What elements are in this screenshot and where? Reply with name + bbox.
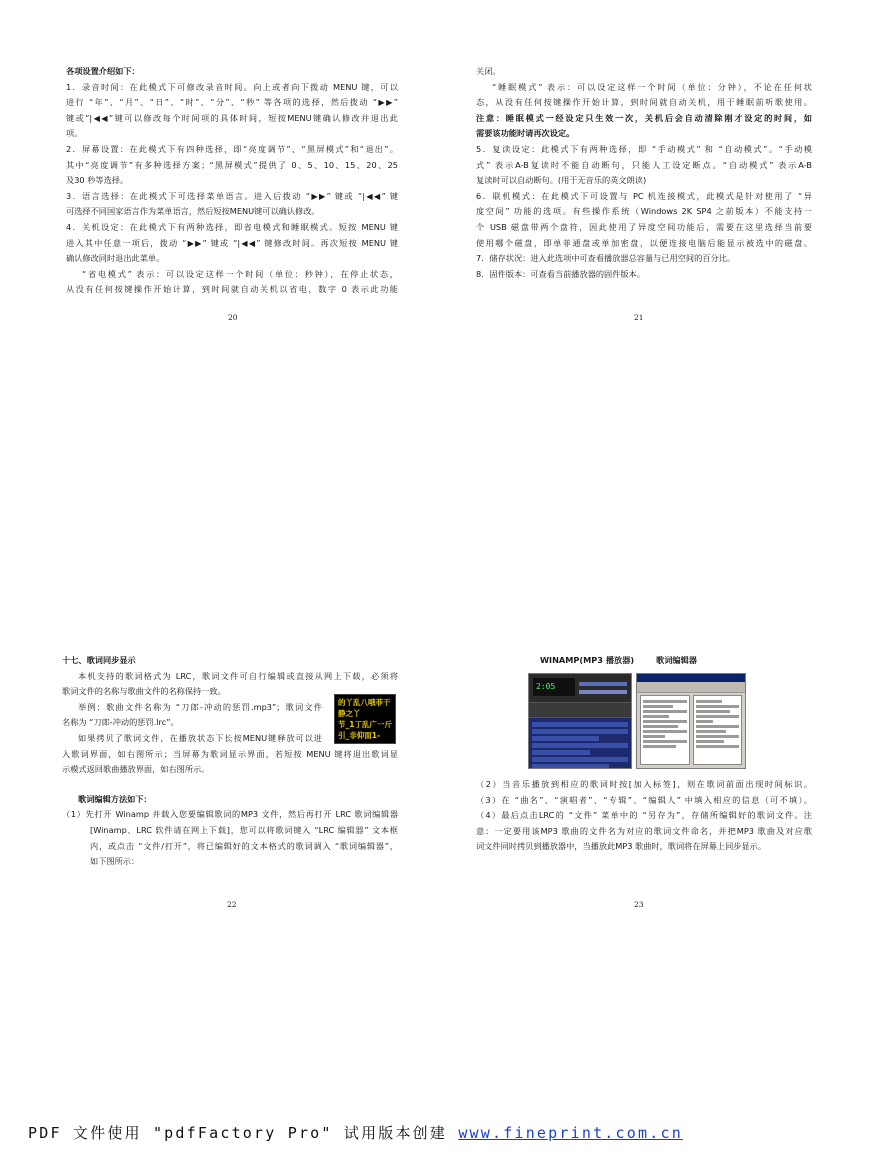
text-line: 意：一定要用该MP3 歌曲的文件名为对应的歌词文件命名，并把MP3 歌曲及对应歌 (476, 825, 812, 836)
winamp-label: WINAMP(MP3 播放器) (540, 655, 635, 665)
note-line: 注意：睡眠模式一经设定只生效一次，关机后会自动清除刚才设定的时间，如 (476, 112, 812, 123)
text-line: 歌词文件的名称与歌曲文件的名称保持一致。 (62, 686, 226, 697)
page-23 (476, 653, 812, 909)
editor-label: 歌词编辑器 (656, 655, 697, 665)
page-22 (62, 653, 398, 909)
text-line: 举例：歌曲文件名称为 “刀郎-冲动的惩罚.mp3”；歌词文件 (78, 701, 322, 712)
page-number: 20 (228, 313, 238, 322)
page-number: 21 (634, 313, 644, 322)
note-line: 需要该功能时请再次设定。 (476, 128, 575, 139)
lyric-screen-line: 静之丫 (338, 709, 361, 718)
lyric-screen-line: 的丫乱八哦菲干 (338, 698, 391, 707)
lyric-screen-line: 节_1丁乱广一斤 (338, 720, 392, 729)
fineprint-link[interactable]: www.fineprint.com.cn (458, 1124, 683, 1142)
lyric-screen-image (334, 694, 396, 744)
lyric-editor-screenshot (636, 673, 746, 769)
page-number: 22 (227, 900, 237, 909)
screenshots-figure (476, 653, 812, 777)
lyric-screen-line: 引_非仰面1- (338, 731, 381, 740)
text-line: 态，从没有任何按键操作开始计算，到时间就自动关机，用于睡眠前听歌使用。 (476, 97, 812, 108)
text-line: 式” 表示A-B复读时不能自动断句，只能人工设定断点。“自动模式” 表示A-B (476, 159, 812, 170)
text-line: “睡眠模式” 表示：可以设定这样一个时间（单位：分钟），不论在任何状 (492, 81, 812, 92)
text-line: （2）当音乐播放到相应的歌词时按[加入标签]，则在歌词前面出现时间标识。 (476, 779, 812, 789)
text-line: 进入其中任意一项后，拨动 “▶▶” 键或 “|◀◀” 键修改时间。再次短按 MENU 键 (66, 237, 398, 248)
text-line: 内，或点击 “文件/打开”，将已编辑好的文本格式的歌词调入 “歌词编辑器”， (90, 840, 398, 851)
text-line: 2．屏幕设置：在此模式下有四种选择，即“亮度调节”、“黑屏模式”和“退出”。 (66, 143, 398, 154)
text-line: 本机支持的歌词格式为 LRC，歌词文件可自行编辑或直接从网上下载，必须将 (78, 670, 398, 681)
text-line: 8．固件版本：可查看当前播放器的固件版本。 (476, 268, 645, 279)
text-line: 示模式返回歌曲播放界面，如右图所示。 (62, 764, 210, 775)
text-line: 复读时可以自动断句。(用于无音乐的英文朗读) (476, 175, 647, 186)
text-line: 词文件同时拷贝到播放器中，当播放此MP3 歌曲时，歌词将在屏幕上同步显示。 (476, 841, 767, 852)
page-number: 23 (634, 900, 644, 909)
text-line: 入歌词界面，如右图所示；当屏幕为歌词显示界面，若短按 MENU 键将退出歌词显 (62, 748, 398, 759)
text-line: “省电模式” 表示：可以设定这样一个时间（单位：秒钟），在停止状态， (82, 268, 398, 279)
text-line: 如下图所示： (90, 856, 140, 867)
text-line: 个 USB 磁盘带两个盘符，因此使用了异度空间功能后，需要在这里选择当前要 (476, 221, 812, 232)
section-heading: 十七、歌词同步显示 (62, 655, 136, 665)
text-line: 如果拷贝了歌词文件，在播放状态下长按MENU键释放可以进 (78, 732, 322, 743)
page-21 (476, 64, 812, 322)
winamp-screenshot (528, 673, 632, 769)
text-line: 键或“|◀◀”键可以修改每个时间项的具体时间，短按MENU键确认修改并退出此 (66, 112, 398, 123)
text-line: 3．语言选择：在此模式下可选择菜单语言。进入后拨动 “▶▶” 键或 “|◀◀” 键 (66, 190, 398, 201)
text-line: （3）在 “曲名”、“演唱者”、“专辑”、“编辑人” 中填入相应的信息（可不填）。 (476, 794, 812, 805)
text-line: 使用哪个磁盘，即单菲通盘或单加密盘，以便连接电脑后能显示被选中的磁盘。 (476, 237, 812, 248)
text-line: [Winamp、LRC 软件请在网上下载]，您可以将歌词键入 “LRC 编辑器” 文本框 (90, 824, 398, 835)
text-line: 5．复读设定：此模式下有两种选择，即 “手动模式” 和 “自动模式”。“手动模 (476, 143, 812, 154)
text-line: 及30 秒等选择。 (66, 175, 129, 186)
text-line: （1）先打开 Winamp 并载入您要编辑歌词的MP3 文件，然后再打开 LRC 歌词编辑器 (62, 809, 398, 820)
method-heading: 歌词编辑方法如下： (78, 793, 152, 804)
settings-heading: 各项设置介绍如下： (66, 66, 140, 76)
text-line: 1．录音时间：在此模式下可修改录音时间。向上或者向下拨动 MENU 键，可以 (66, 81, 398, 92)
text-line: 项。 (66, 128, 83, 139)
text-line: 4．关机设定：在此模式下有两种选择，即省电模式和睡眠模式。短按 MENU 键 (66, 221, 398, 232)
text-line: 度空间” 功能的选项。有些操作系统（Windows 2K SP4 之前版本）不能支持一 (476, 206, 812, 217)
footer-text: PDF 文件使用 "pdfFactory Pro" 试用版本创建 (28, 1124, 459, 1142)
text-line: （4）最后点击LRC的 “文件” 菜单中的 “另存为”，存储所编辑好的歌词文件。注 (476, 810, 812, 821)
text-line: 名称为 “刀郎-冲动的惩罚.lrc”。 (62, 717, 179, 728)
text-line: 从没有任何按键操作开始计算，到时间就自动关机以省电，数字 0 表示此功能 (66, 284, 398, 295)
text-line: 进行 “年”、“月”、“日”、“时”、“分”、“秒” 等各项的选择，然后拨动 “▶▶” (66, 97, 398, 108)
winamp-time-display: 2:05 (533, 678, 575, 696)
text-line: 6．联机模式：在此模式下可设置与 PC 机连接模式，此模式是针对使用了 “异 (476, 190, 812, 201)
text-line: 可选择不同国家语言作为菜单语言，然后短按MENU键可以确认修改。 (66, 206, 320, 217)
text-line: 其中“亮度调节”有多种选择方案；“黑屏模式”提供了 0、5、10、15、20、25 (66, 159, 398, 170)
text-line: 确认修改同时退出此菜单。 (66, 253, 165, 264)
page-20 (66, 64, 398, 322)
text-line: 关闭。 (476, 66, 501, 76)
text-line: 7．储存状况：进入此选项中可查看播放器总容量与已用空间的百分比。 (476, 253, 736, 264)
pdf-creator-footer (28, 1122, 683, 1143)
